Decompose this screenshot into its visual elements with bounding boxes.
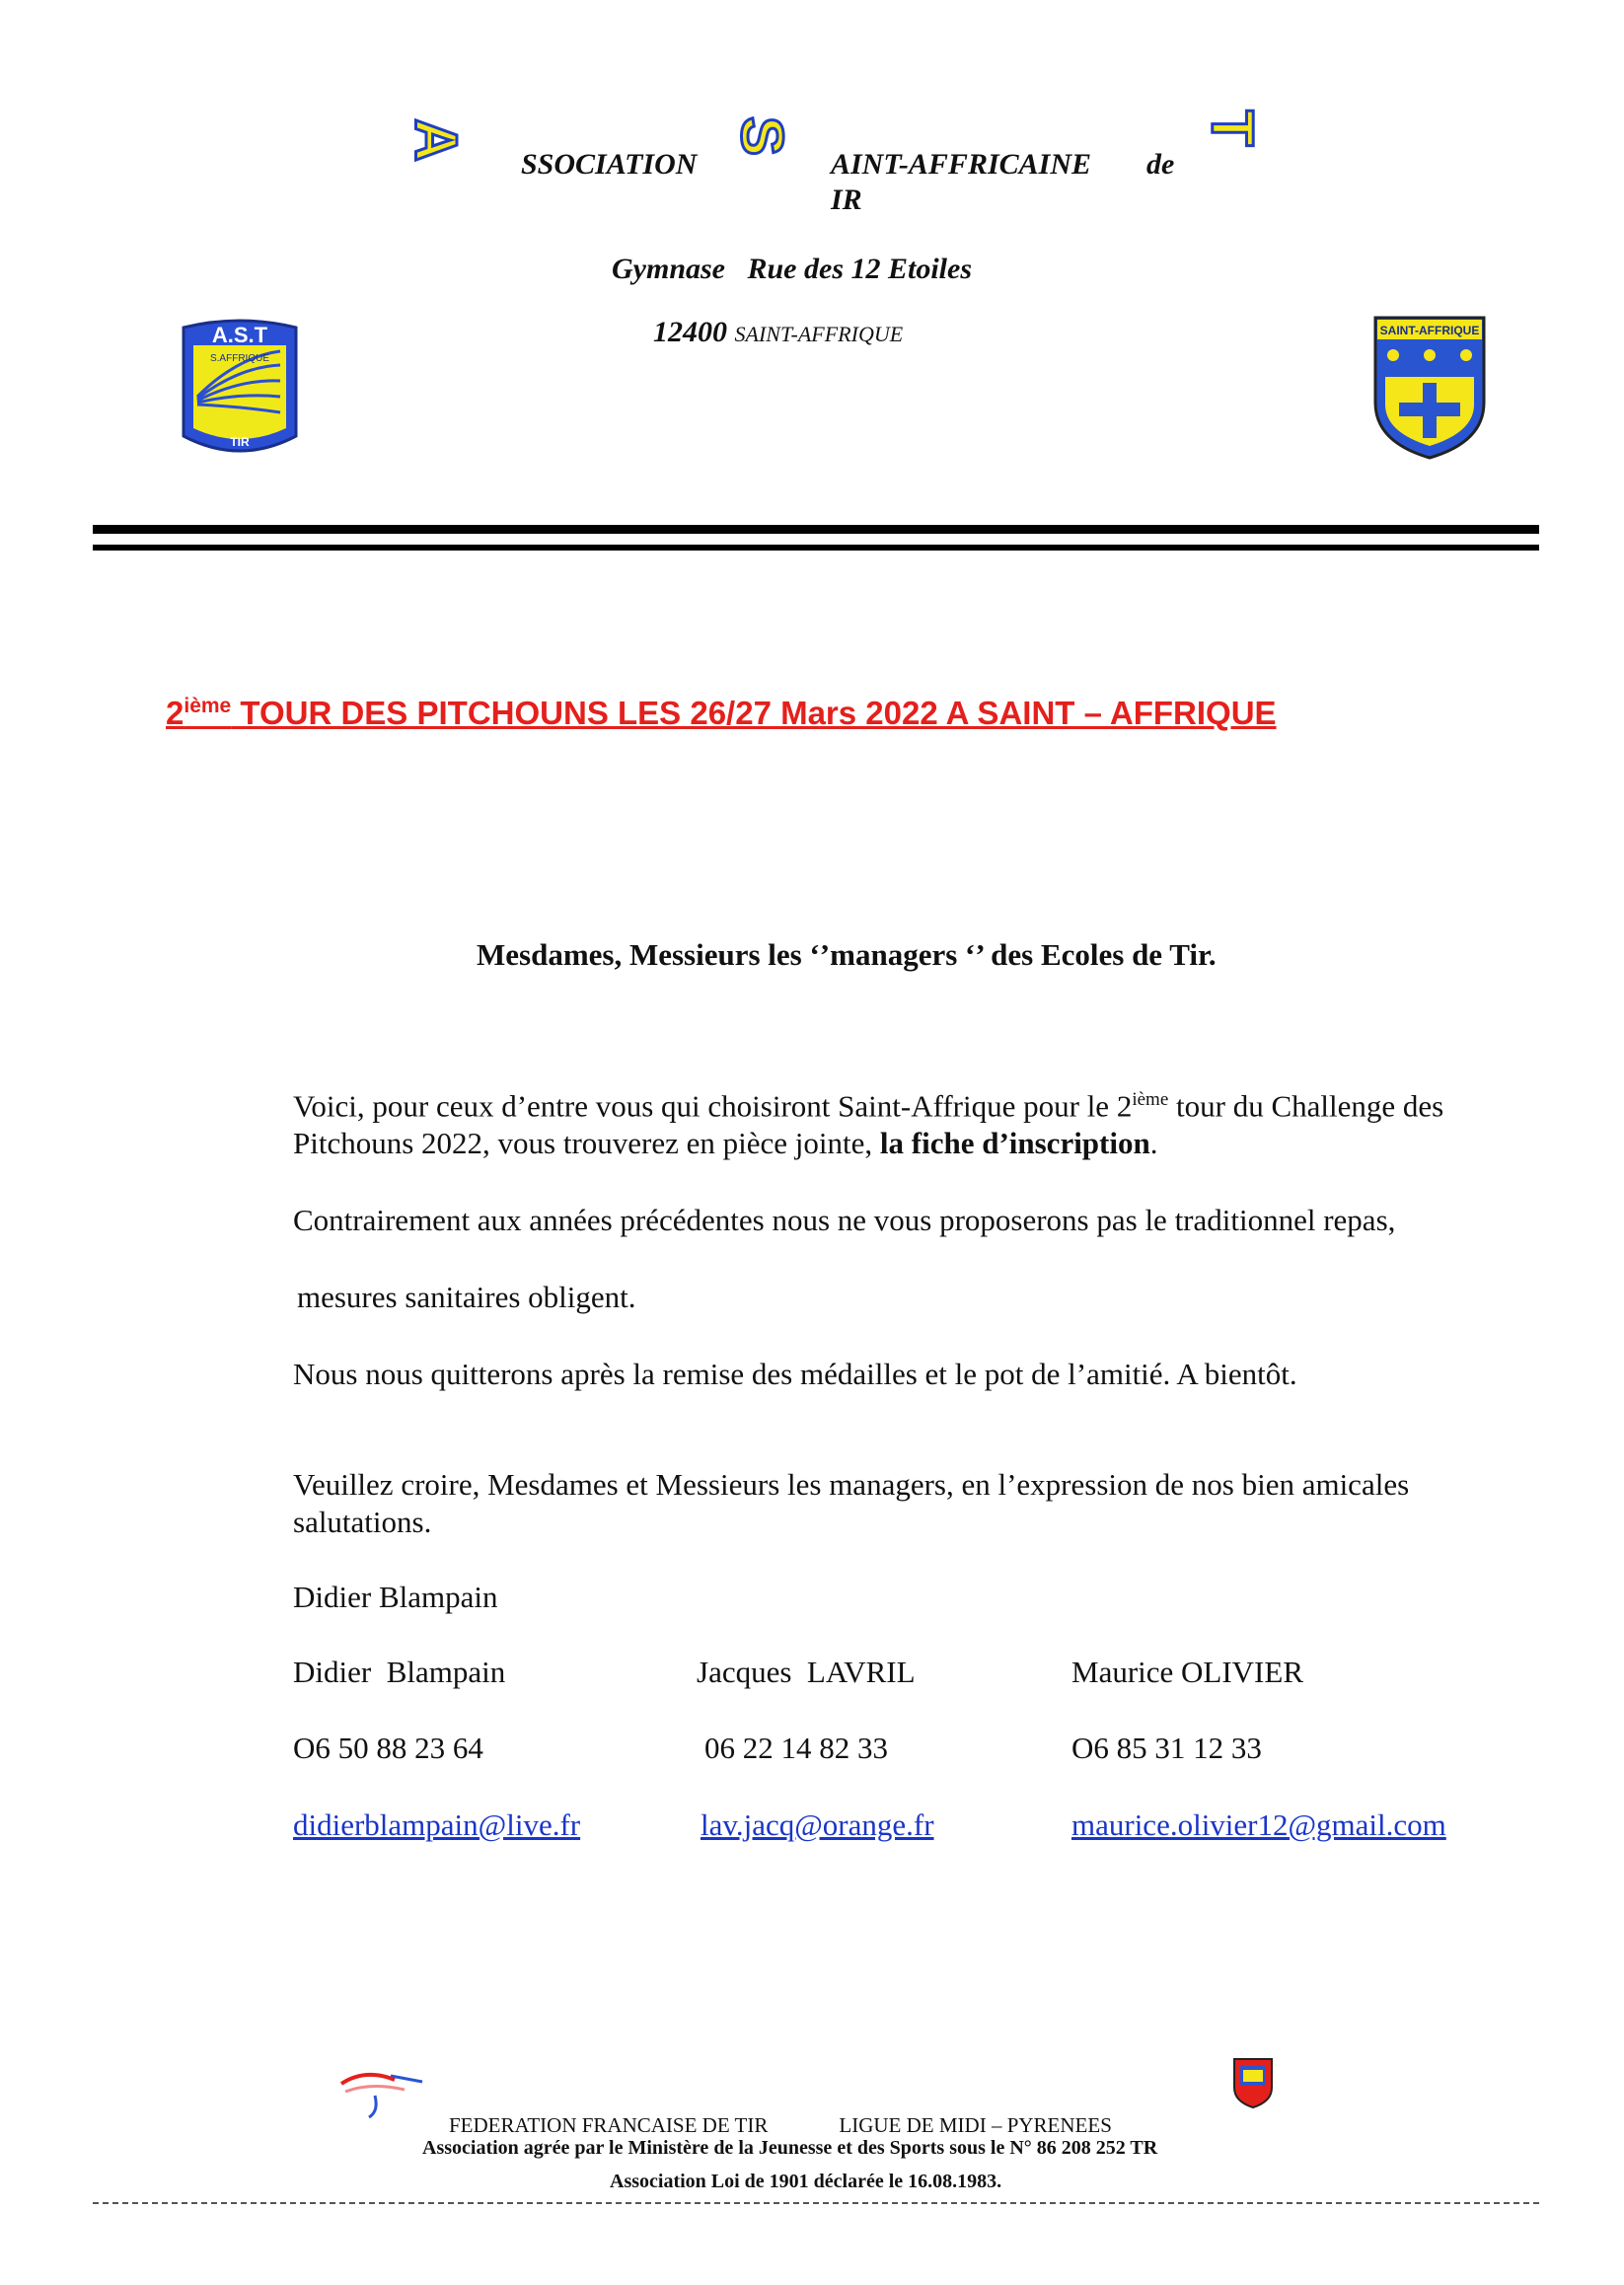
word-tir: IR <box>831 184 862 216</box>
contact-phone: O6 85 31 12 33 <box>1071 1731 1262 1765</box>
ast-logo-middle: S.AFFRIQUE <box>209 353 270 364</box>
paragraph-farewell: Nous nous quitterons après la remise des médailles et le pot de l’amitié. A bientôt. <box>293 1357 1297 1391</box>
word-saint-affricaine: AINT-AFFRICAINE <box>831 148 1091 181</box>
federation-logo-icon <box>335 2062 434 2121</box>
letter-a-logo: A <box>403 118 470 162</box>
letter-t-logo: T <box>1199 110 1266 147</box>
ast-club-logo <box>178 318 302 462</box>
footer-agreement: Association agrée par le Ministère de la Jeunesse et des Sports sous le N° 86 208 252 TR <box>422 2137 1158 2159</box>
postcode-city <box>653 316 903 349</box>
contact-phone: O6 50 88 23 64 <box>293 1731 483 1765</box>
saint-affrique-coat-of-arms <box>1371 314 1488 462</box>
shield-banner-text: SAINT-AFFRIQUE <box>1379 324 1480 337</box>
contact-name: Didier Blampain <box>293 1655 506 1689</box>
postcode: 12400 <box>653 316 727 348</box>
paragraph-registration: Voici, pour ceux d’entre vous qui choisiront Saint-Affrique pour le 2ième tour du Challenge des Pitchouns 2022, vous trouverez en pièce jointe, la fiche d’inscription. <box>293 1088 1444 1161</box>
header-rule-thick <box>93 525 1539 534</box>
paragraph-sanitary: mesures sanitaires obligent. <box>297 1280 636 1314</box>
ligue-logo-icon <box>1231 2056 1275 2109</box>
header-rule-thin <box>93 545 1539 551</box>
city: SAINT-AFFRIQUE <box>734 322 904 346</box>
paragraph-salutations: Veuillez croire, Mesdames et Messieurs les managers, en l’expression de nos bien amicales salutations. <box>293 1467 1410 1539</box>
footer-dashed-rule <box>93 2202 1539 2204</box>
contact-email-link[interactable]: didierblampain@live.fr <box>293 1807 581 1842</box>
ast-logo-top: A.S.T <box>211 323 268 347</box>
event-title: 2ième TOUR DES PITCHOUNS LES 26/27 Mars 2022 A SAINT – AFFRIQUE <box>166 695 1277 731</box>
footer-federation-ligue: FEDERATION FRANCAISE DE TIR LIGUE DE MIDI – PYRENEES <box>449 2113 1112 2137</box>
greeting-line: Mesdames, Messieurs les ‘’managers ‘’ des Ecoles de Tir. <box>477 937 1217 972</box>
footer-loi-1901: Association Loi de 1901 déclarée le 16.08.1983. <box>610 2171 1002 2192</box>
word-association: SSOCIATION <box>521 148 698 181</box>
registration-form-mention: la fiche d’inscription <box>879 1126 1150 1161</box>
contact-name: Maurice OLIVIER <box>1071 1655 1303 1689</box>
contact-name: Jacques LAVRIL <box>697 1655 916 1689</box>
signature-name: Didier Blampain <box>293 1580 498 1614</box>
paragraph-no-meal: Contrairement aux années précédentes nous ne vous proposerons pas le traditionnel repas, <box>293 1203 1396 1237</box>
contact-email-link[interactable]: lav.jacq@orange.fr <box>701 1807 934 1842</box>
address-line: Gymnase Rue des 12 Etoiles <box>612 253 972 285</box>
contact-email-link[interactable]: maurice.olivier12@gmail.com <box>1071 1807 1446 1842</box>
contact-phone: 06 22 14 82 33 <box>704 1731 888 1765</box>
letter-s-logo: S <box>729 115 796 157</box>
word-de: de <box>1146 148 1175 181</box>
ast-logo-bottom: TIR <box>230 435 250 449</box>
